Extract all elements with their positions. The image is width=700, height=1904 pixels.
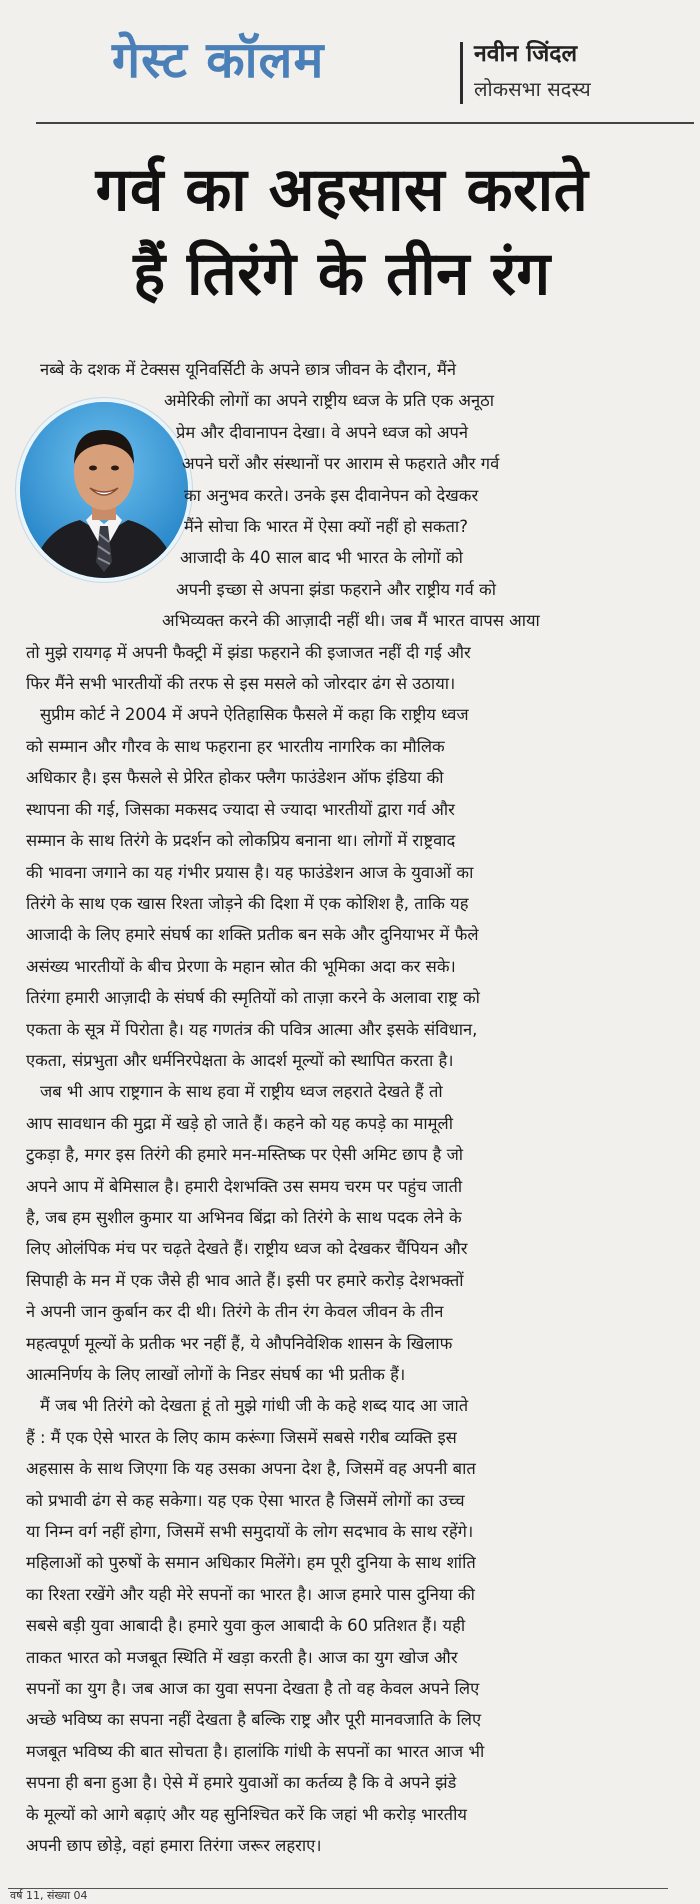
- headline-line-2: हैं तिरंगे के तीन रंग: [133, 239, 551, 309]
- body-line: या निम्न वर्ग नहीं होगा, जिसमें सभी समुदायों के लोग सदभाव के साथ रहेंगे।: [26, 1522, 474, 1542]
- body-line: आत्मनिर्णय के लिए लाखों लोगों के निडर संघर्ष का भी प्रतीक हैं।: [26, 1365, 406, 1384]
- body-line: तो मुझे रायगढ़ में अपनी फैक्ट्री में झंडा फहराने की इजाजत नहीं दी गई और: [26, 642, 471, 662]
- body-line: आजादी के 40 साल बाद भी भारत के लोगों को: [180, 548, 463, 568]
- body-line: तिरंगे के साथ एक खास रिश्ता जोड़ने की दिशा में एक कोशिश है, ताकि यह: [26, 893, 469, 913]
- body-line: महत्वपूर्ण मूल्यों के प्रतीक भर नहीं हैं, ये औपनिवेशिक शासन के खिलाफ: [26, 1333, 453, 1353]
- column-masthead: [28, 14, 668, 114]
- body-line: फिर मैंने सभी भारतीयों की तरफ से इस मसले को जोरदार ढंग से उठाया।: [26, 674, 456, 694]
- body-line: तिरंगा हमारी आज़ादी के संघर्ष की स्मृतियों को ताज़ा करने के अलावा राष्ट्र को: [26, 988, 480, 1008]
- body-line: की भावना जगाने का यह गंभीर प्रयास है। यह फाउंडेशन आज के युवाओं का: [26, 862, 474, 882]
- body-line: एकता के सूत्र में पिरोता है। यह गणतंत्र की पवित्र आत्मा और इसके संविधान,: [26, 1019, 478, 1039]
- body-line: है, जब हम सुशील कुमार या अभिनव बिंद्रा को तिरंगे के साथ पदक लेने के: [26, 1207, 462, 1227]
- header-rule: [36, 122, 694, 124]
- body-line: सम्मान के साथ तिरंगे के प्रदर्शन को लोकप्रिय बनाना था। लोगों में राष्ट्रवाद: [26, 831, 456, 851]
- body-line: सबसे बड़ी युवा आबादी है। हमारे युवा कुल आबादी के 60 प्रतिशत हैं। यही: [26, 1616, 466, 1636]
- body-line: का रिश्ता रखेंगे और यही मेरे सपनों का भारत है। आज हमारे पास दुनिया की: [26, 1584, 475, 1604]
- body-line: नब्बे के दशक में टेक्सस यूनिवर्सिटी के अपने छात्र जीवन के दौरान, मैंने: [40, 360, 456, 379]
- body-line: अधिकार है। इस फैसले से प्रेरित होकर फ्लैग फाउंडेशन ऑफ इंडिया की: [26, 768, 444, 788]
- body-line: सुप्रीम कोर्ट ने 2004 में अपने ऐतिहासिक फैसले में कहा कि राष्ट्रीय ध्वज: [40, 705, 469, 725]
- body-line: को सम्मान और गौरव के साथ फहराना हर भारतीय नागरिक का मौलिक: [26, 736, 445, 756]
- masthead-divider: [460, 42, 463, 104]
- body-line: के मूल्यों को आगे बढ़ाएं और यह सुनिश्चित करें कि जहां भी करोड़ भारतीय: [26, 1804, 467, 1824]
- body-line: मैं जब भी तिरंगे को देखता हूं तो मुझे गांधी जी के कहे शब्द याद आ जाते: [40, 1396, 469, 1416]
- body-line: अपनी इच्छा से अपना झंडा फहराने और राष्ट्रीय गर्व को: [176, 579, 496, 599]
- body-line: अपनी छाप छोड़े, वहां हमारा तिरंगा जरूर लहराए।: [26, 1836, 322, 1856]
- body-line: सपनों का युग है। जब आज का युवा सपना देखता है तो वह केवल अपने लिए: [26, 1679, 480, 1699]
- headline-line-1: गर्व का अहसास कराते: [95, 155, 589, 225]
- article-headline: [22, 148, 662, 316]
- footer-rule: [8, 1888, 668, 1889]
- body-line: अभिव्यक्त करने की आज़ादी नहीं थी। जब मैं भारत वापस आया: [162, 611, 540, 631]
- issue-info: वर्ष 11, संख्या 04: [10, 1889, 88, 1902]
- body-line: का अनुभव करते। उनके इस दीवानेपन को देखकर: [184, 485, 479, 505]
- body-line: जब भी आप राष्ट्रगान के साथ हवा में राष्ट्रीय ध्वज लहराते देखते हैं तो: [40, 1082, 443, 1102]
- body-line: को प्रभावी ढंग से कह सकेगा। यह एक ऐसा भारत है जिसमें लोगों का उच्च: [26, 1490, 465, 1510]
- body-line: अपने घरों और संस्थानों पर आराम से फहराते और गर्व: [182, 454, 500, 474]
- body-line: हैं : मैं एक ऐसे भारत के लिए काम करूंगा जिसमें सबसे गरीब व्यक्ति इस: [26, 1427, 457, 1447]
- body-line: लिए ओलंपिक मंच पर चढ़ते देखते हैं। राष्ट्रीय ध्वज को देखकर चैंपियन और: [26, 1239, 468, 1259]
- body-line: स्थापना की गई, जिसका मकसद ज्यादा से ज्यादा भारतीयों द्वारा गर्व और: [26, 799, 455, 819]
- author-role: लोकसभा सदस्य: [474, 77, 591, 101]
- body-line: अपने आप में बेमिसाल है। हमारी देशभक्ति उस समय चरम पर पहुंच जाती: [26, 1176, 463, 1196]
- body-line: असंख्य भारतीयों के बीच प्रेरणा के महान स्रोत की भूमिका अदा कर सके।: [26, 956, 456, 976]
- body-line: अच्छे भविष्य का सपना नहीं देखता है बल्कि राष्ट्र और पूरी मानवजाति के लिए: [26, 1710, 482, 1730]
- body-line: ताकत भारत को मजबूत स्थिति में खड़ा करती है। आज का युग खोज और: [26, 1647, 458, 1667]
- body-line: प्रेम और दीवानापन देखा। वे अपने ध्वज को अपने: [176, 422, 469, 442]
- author-name: नवीन जिंदल: [474, 41, 578, 67]
- body-line: मैंने सोचा कि भारत में ऐसा क्यों नहीं हो सकता?: [184, 517, 468, 537]
- body-line: आप सावधान की मुद्रा में खड़े हो जाते हैं। कहने को यह कपड़े का मामूली: [26, 1113, 454, 1133]
- body-line: अमेरिकी लोगों का अपने राष्ट्रीय ध्वज के प्रति एक अनूठा: [164, 391, 495, 411]
- body-line: सपना ही बना हुआ है। ऐसे में हमारे युवाओं का कर्तव्य है कि वे अपने झंडे: [26, 1773, 457, 1793]
- body-line: सिपाही के मन में एक जैसे ही भाव आते हैं। इसी पर हमारे करोड़ देशभक्तों: [26, 1270, 464, 1290]
- body-line: अहसास के साथ जिएगा कि यह उसका अपना देश है, जिसमें वह अपनी बात: [26, 1459, 476, 1479]
- body-line: महिलाओं को पुरुषों के समान अधिकार मिलेंगे। हम पूरी दुनिया के साथ शांति: [26, 1553, 476, 1573]
- body-line: मजबूत भविष्य की बात सोचता है। हालांकि गांधी के सपनों का भारत आज भी: [26, 1741, 485, 1761]
- article-body: [26, 354, 668, 1862]
- body-line: ने अपनी जान कुर्बान कर दी थी। तिरंगे के तीन रंग केवल जीवन के तीन: [26, 1302, 444, 1322]
- body-line: एकता, संप्रभुता और धर्मनिरपेक्षता के आदर्श मूल्यों को स्थापित करता है।: [26, 1050, 454, 1070]
- body-line: आजादी के लिए हमारे संघर्ष का शक्ति प्रतीक बन सके और दुनियाभर में फैले: [26, 925, 479, 945]
- column-title: गेस्ट कॉलम: [112, 31, 325, 89]
- body-line: टुकड़ा है, मगर इस तिरंगे की हमारे मन-मस्तिष्क पर ऐसी अमिट छाप है जो: [26, 1145, 464, 1165]
